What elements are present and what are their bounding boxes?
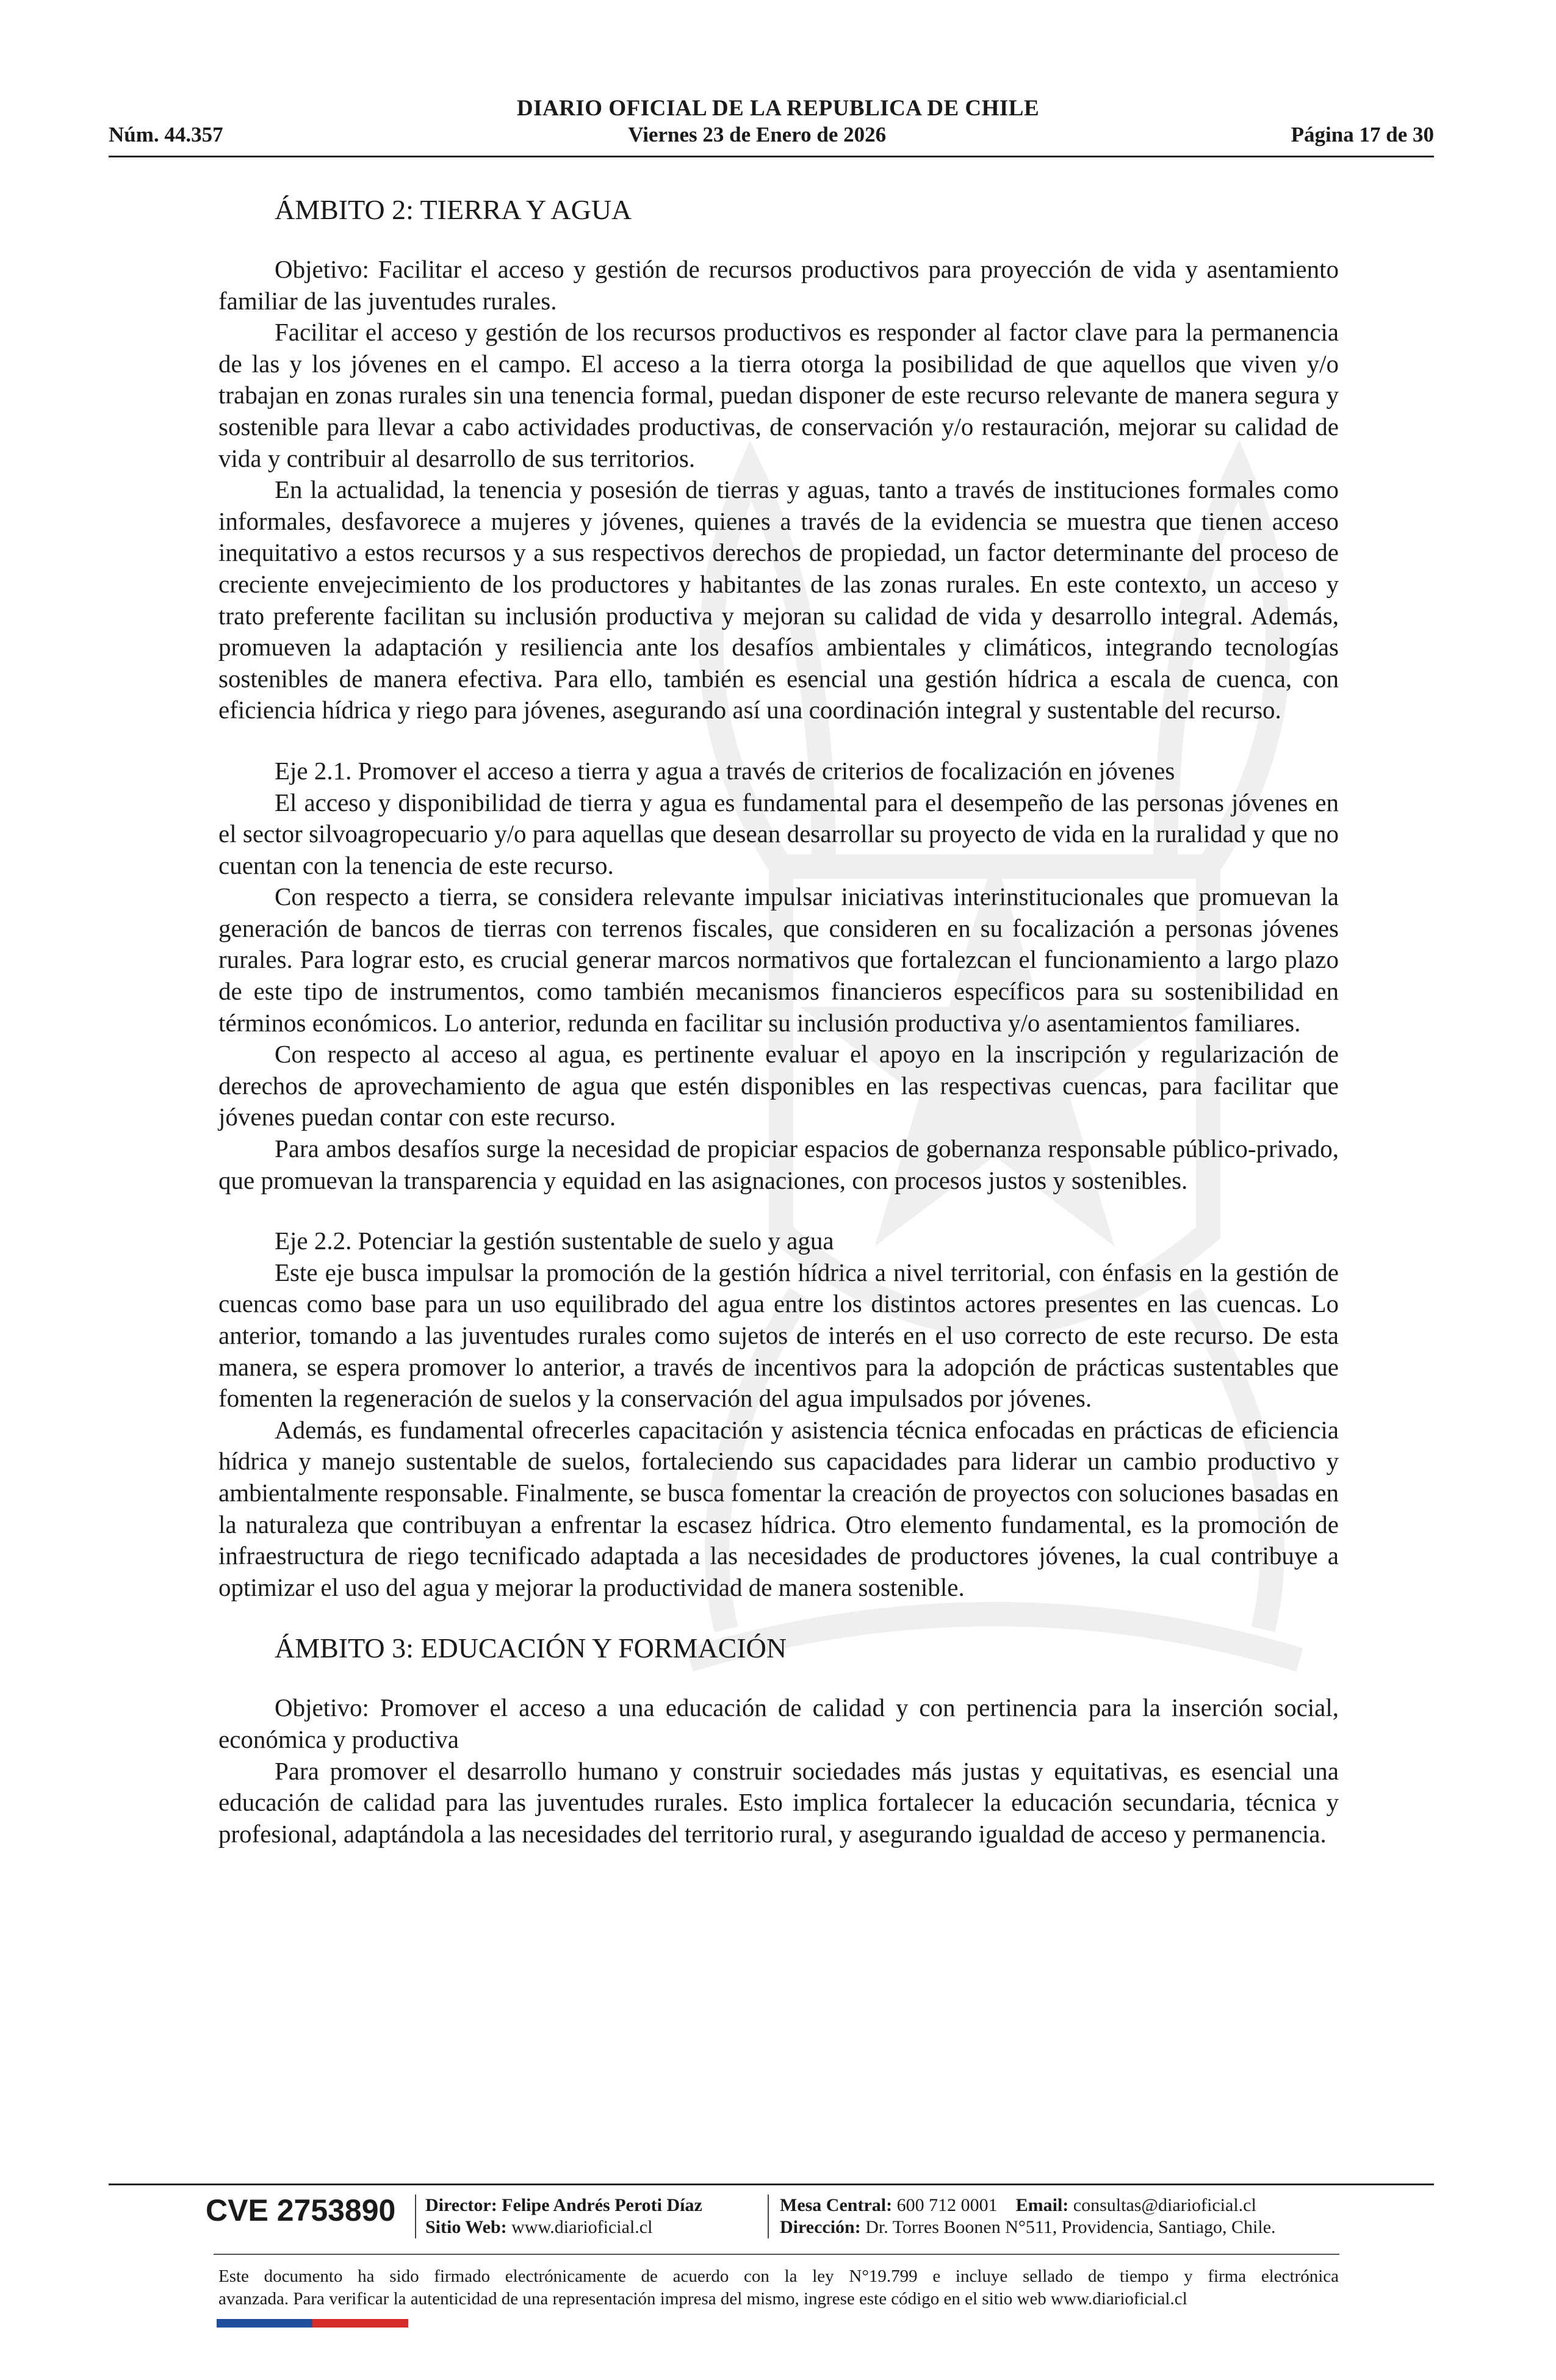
- ambito-2-objective: Objetivo: Facilitar el acceso y gestión de recursos productivos para proyección de vida y asentamiento familiar de las juventudes rurales.: [218, 255, 1339, 315]
- flag-red-bar: [312, 2319, 408, 2328]
- address-value: Dr. Torres Boonen N°511, Providencia, Santiago, Chile.: [865, 2217, 1276, 2237]
- eje-2-1-paragraph: Para ambos desafíos surge la necesidad de propiciar espacios de gobernanza responsable público-privado, que promuevan la transparencia y equidad en las asignaciones, con procesos justos y sostenibles.: [218, 1134, 1339, 1194]
- ambito-3-objective: Objetivo: Promover el acceso a una educación de calidad y con pertinencia para la inserción social, económica y productiva: [218, 1693, 1339, 1753]
- footer-separator: [768, 2194, 769, 2238]
- document-body: [218, 194, 1339, 1850]
- flag-blue-bar: [217, 2319, 312, 2328]
- ambito-2-heading: ÁMBITO 2: TIERRA Y AGUA: [275, 194, 632, 225]
- legal-line: avanzada. Para verificar la autenticidad de una representación impresa del mismo, ingrese este código en el sitio web www.diarioficial.cl: [218, 2289, 1187, 2309]
- mesa-phone: 600 712 0001: [896, 2195, 998, 2215]
- eje-2-2-paragraph: Además, es fundamental ofrecerles capacitación y asistencia técnica enfocadas en prácticas de eficiencia hídrica y manejo sustentable de suelos, fortaleciendo sus capacidades para liderar un cambio productivo y ambientalmente responsable. Finalmente, se busca fomentar la creación de proyectos con soluciones basadas en la naturaleza que contribuyan a enfrentar la escasez hídrica. Otro elemento fundamental, es la promoción de infraestructura de riego tecnificado adaptada a las necesidades de productores jóvenes, la cual contribuye a optimizar el uso del agua y mejorar la productividad de manera sostenible.: [218, 1415, 1339, 1601]
- director-name: Felipe Andrés Peroti Díaz: [502, 2195, 702, 2215]
- eje-2-2-paragraph: Este eje busca impulsar la promoción de la gestión hídrica a nivel territorial, con énfasis en la gestión de cuencas como base para un uso equilibrado del agua entre los distintos actores presentes en las cuencas. Lo anterior, tomando a las juventudes rurales como sujetos de interés en el uso correcto de este recurso. De esta manera, se espera promover lo anterior, a través de incentivos para la adopción de prácticas sustentables que fomenten la regeneración de suelos y la conservación del agua impulsados por jóvenes.: [218, 1258, 1339, 1413]
- ambito-3-heading: ÁMBITO 3: EDUCACIÓN Y FORMACIÓN: [275, 1632, 787, 1664]
- legal-line: Este documento ha sido firmado electrónicamente de acuerdo con la ley N°19.799 e incluye sellado de tiempo y firma electrónica: [218, 2266, 1339, 2286]
- eje-2-1-title: Eje 2.1. Promover el acceso a tierra y agua a través de criterios de focalización en jóvenes: [275, 756, 1175, 785]
- legal-notice: [218, 2265, 1339, 2310]
- ambito-2-paragraph: En la actualidad, la tenencia y posesión de tierras y aguas, tanto a través de instituciones formales como informales, desfavorece a mujeres y jóvenes, quienes a través de la evidencia se muestra que tienen acceso inequitativo a estos recursos y a sus respectivos derechos de propiedad, un factor determinante del proceso de creciente envejecimiento de los productores y habitantes de las zonas rurales. En este contexto, un acceso y trato preferente facilitan su inclusión productiva y mejoran su calidad de vida y desarrollo integral. Además, promueven la adaptación y resiliencia ante los desafíos ambientales y climáticos, integrando tecnologías sostenibles de manera efectiva. Para ello, también es esencial una gestión hídrica a escala de cuenca, con eficiencia hídrica y riego para jóvenes, asegurando así una coordinación integral y sustentable del recurso.: [218, 475, 1339, 724]
- email-link[interactable]: consultas@diarioficial.cl: [1073, 2195, 1256, 2215]
- contact-info: [780, 2194, 1276, 2238]
- eje-2-2-title: Eje 2.2. Potenciar la gestión sustentable de suelo y agua: [275, 1227, 834, 1255]
- newspaper-title: DIARIO OFICIAL DE LA REPUBLICA DE CHILE: [516, 96, 1040, 121]
- eje-2-1-paragraph: Con respecto al acceso al agua, es pertinente evaluar el apoyo en la inscripción y regularización de derechos de aprovechamiento de agua que estén disponibles en las respectivas cuencas, para facilitar que jóvenes puedan contar con este recurso.: [218, 1040, 1339, 1131]
- issue-number: Núm. 44.357: [109, 123, 223, 146]
- email-label: Email:: [1015, 2195, 1069, 2215]
- ambito-3-paragraph: Para promover el desarrollo humano y construir sociedades más justas y equitativas, es esencial una educación de calidad para las juventudes rurales. Esto implica fortalecer la educación secundaria, técnica y profesional, adaptándola a las necesidades del territorio rural, y asegurando igualdad de acceso y permanencia.: [218, 1756, 1339, 1848]
- website-link[interactable]: www.diarioficial.cl: [511, 2217, 653, 2237]
- eje-2-1-paragraph: Con respecto a tierra, se considera relevante impulsar iniciativas interinstitucionales que promuevan la generación de bancos de tierras con terrenos fiscales, que consideren en su focalización a personas jóvenes rurales. Para lograr esto, es crucial generar marcos normativos que fortalezcan el funcionamiento a largo plazo de este tipo de instrumentos, como también mecanismos financieros específicos para su sostenibilidad en términos económicos. Lo anterior, redunda en facilitar su inclusión productiva y/o asentamientos familiares.: [218, 882, 1339, 1037]
- mesa-label: Mesa Central:: [780, 2195, 893, 2215]
- footer-separator: [415, 2194, 416, 2238]
- header-row: [109, 123, 1434, 147]
- page-number: Página 17 de 30: [1291, 123, 1434, 146]
- director-label: Director:: [425, 2195, 497, 2215]
- header-divider: [109, 156, 1434, 157]
- footer-inner-divider: [214, 2254, 1339, 2255]
- web-label: Sitio Web:: [425, 2217, 507, 2237]
- eje-2-1-paragraph: El acceso y disponibilidad de tierra y agua es fundamental para el desempeño de las personas jóvenes en el sector silvoagropecuario y/o para aquellas que desean desarrollar su proyecto de vida en la ruralidad y que no cuentan con la tenencia de este recurso.: [218, 788, 1339, 879]
- ambito-2-paragraph: Facilitar el acceso y gestión de los recursos productivos es responder al factor clave para la permanencia de las y los jóvenes en el campo. El acceso a la tierra otorga la posibilidad de que aquellos que viven y/o trabajan en zonas rurales sin una tenencia formal, puedan disponer de este recurso relevante de manera segura y sostenible para llevar a cabo actividades productivas, de conservación y/o restauración, mejorar su calidad de vida y contribuir al desarrollo de sus territorios.: [218, 318, 1339, 472]
- address-label: Dirección:: [780, 2217, 861, 2237]
- cve-code: CVE 2753890: [206, 2193, 396, 2227]
- issue-date: Viernes 23 de Enero de 2026: [628, 123, 887, 146]
- footer-divider: [109, 2183, 1434, 2185]
- director-info: [425, 2194, 702, 2238]
